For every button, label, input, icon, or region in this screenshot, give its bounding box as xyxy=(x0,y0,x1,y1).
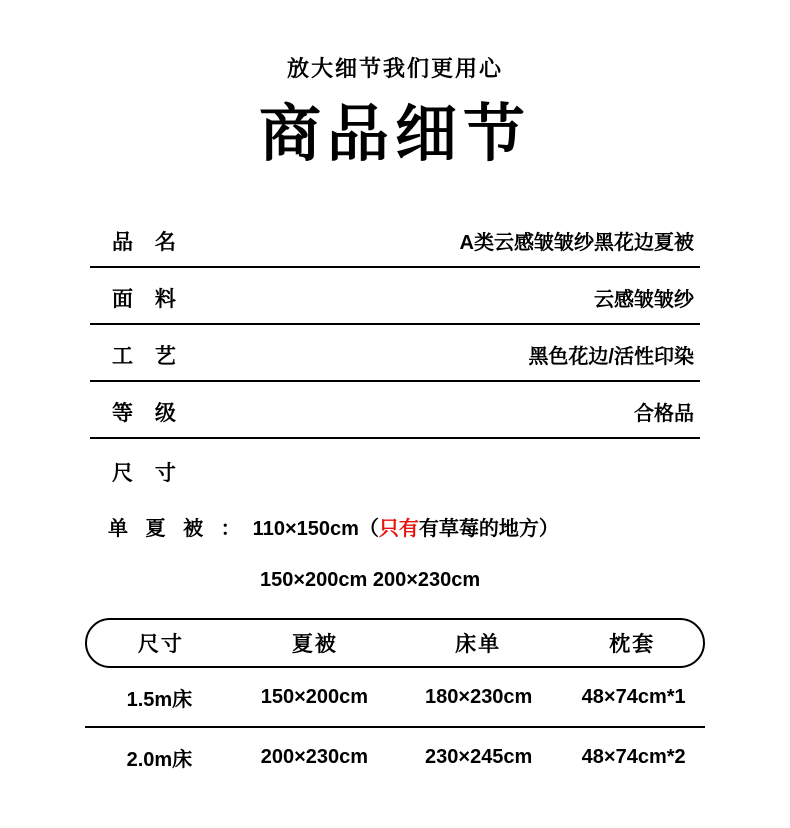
table-cell: 230×245cm xyxy=(425,745,533,768)
spec-row xyxy=(90,268,700,325)
size-line-value: 110×150cm（ xyxy=(252,518,379,541)
size-table xyxy=(85,618,705,786)
spec-value: 合格品 xyxy=(634,403,694,426)
table-row xyxy=(85,668,705,728)
spec-label: 面 料 xyxy=(112,288,184,312)
spec-label: 工 艺 xyxy=(112,345,184,369)
spec-value: 黑色花边/活性印染 xyxy=(528,346,694,369)
table-cell: 1.5m床 xyxy=(126,688,193,711)
size-line-label: 单 夏 被 ： xyxy=(108,518,247,541)
size-line-highlight: 只有 xyxy=(378,518,419,541)
table-cell: 180×230cm xyxy=(425,685,533,708)
page-header xyxy=(0,0,790,167)
table-cell: 2.0m床 xyxy=(126,748,193,771)
spec-row xyxy=(90,382,700,439)
size-line-primary xyxy=(90,487,700,541)
table-cell: 48×74cm*2 xyxy=(581,745,686,768)
table-header-row xyxy=(85,618,705,668)
table-header-cell: 夏被 xyxy=(291,633,338,657)
spec-list xyxy=(90,211,700,439)
size-block xyxy=(90,439,700,592)
spec-label: 等 级 xyxy=(112,402,184,426)
table-cell: 48×74cm*1 xyxy=(581,685,686,708)
spec-row xyxy=(90,325,700,382)
size-line-tail: 有草莓的地方） xyxy=(418,518,559,541)
page-title: 商品细节 xyxy=(258,100,531,169)
header-subtitle: 放大细节我们更用心 xyxy=(286,56,503,81)
size-line-secondary: 150×200cm 200×230cm xyxy=(260,569,481,592)
spec-value: 云感皱皱纱 xyxy=(594,289,694,312)
table-header-cell: 枕套 xyxy=(609,633,656,657)
table-header-cell: 床单 xyxy=(455,633,502,657)
spec-row xyxy=(90,211,700,268)
table-header-cell: 尺寸 xyxy=(137,633,184,657)
spec-value: A类云感皱皱纱黑花边夏被 xyxy=(459,232,694,255)
table-cell: 200×230cm xyxy=(260,745,369,768)
table-cell: 150×200cm xyxy=(260,685,369,708)
spec-label: 品 名 xyxy=(112,231,184,255)
size-heading: 尺 寸 xyxy=(112,462,184,486)
table-row xyxy=(85,728,705,786)
